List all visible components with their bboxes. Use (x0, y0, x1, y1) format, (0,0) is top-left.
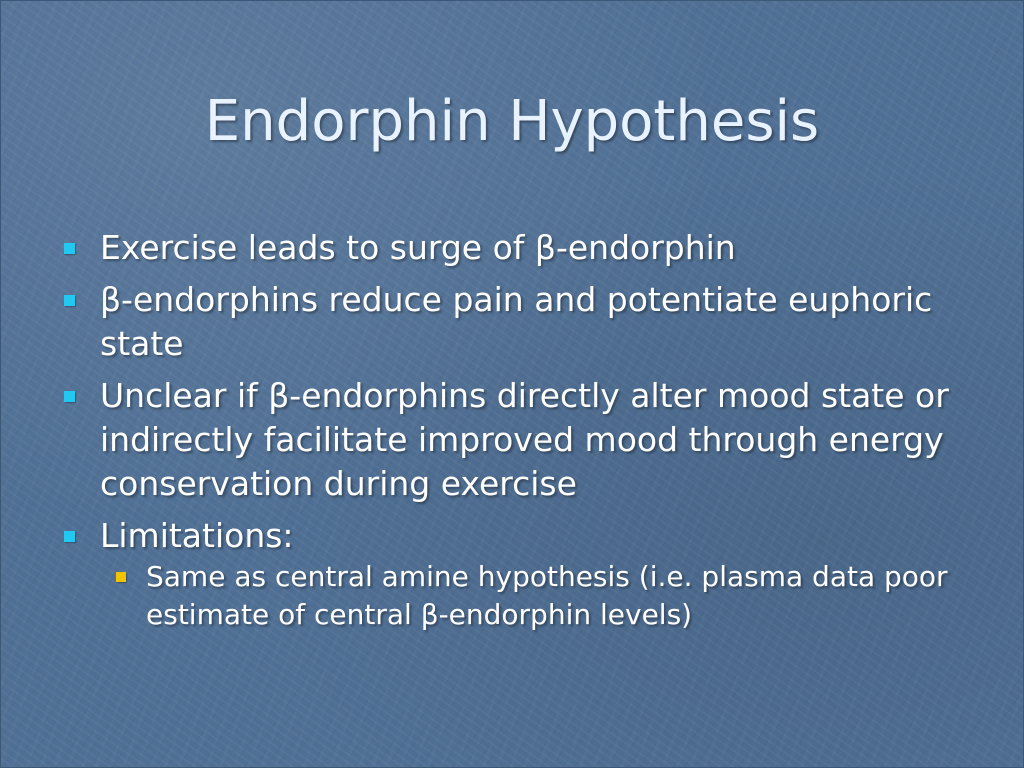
bullet-text: β-endorphins reduce pain and potentiate euphoric state (100, 280, 933, 363)
square-bullet-icon (64, 243, 75, 254)
square-bullet-icon (64, 391, 75, 402)
square-bullet-icon (64, 295, 75, 306)
bullet-item (62, 514, 962, 634)
square-bullet-icon (116, 572, 126, 582)
square-bullet-icon (64, 531, 75, 542)
bullet-text: Unclear if β-endorphins directly alter mood state or indirectly facilitate improved mood through energy conservation during exercise (100, 376, 949, 503)
bullet-text: Limitations: (100, 516, 294, 555)
subbullet-text: Same as central amine hypothesis (i.e. plasma data poor estimate of central β-endorphin levels) (146, 560, 948, 631)
bullet-item (62, 374, 962, 506)
bullet-text: Exercise leads to surge of β-endorphin (100, 228, 736, 267)
bullet-item (62, 278, 962, 366)
subbullet-list (100, 558, 962, 634)
subbullet-item (100, 558, 962, 634)
slide-title: Endorphin Hypothesis (204, 89, 820, 154)
bullet-list (62, 226, 962, 642)
bullet-item (62, 226, 962, 270)
